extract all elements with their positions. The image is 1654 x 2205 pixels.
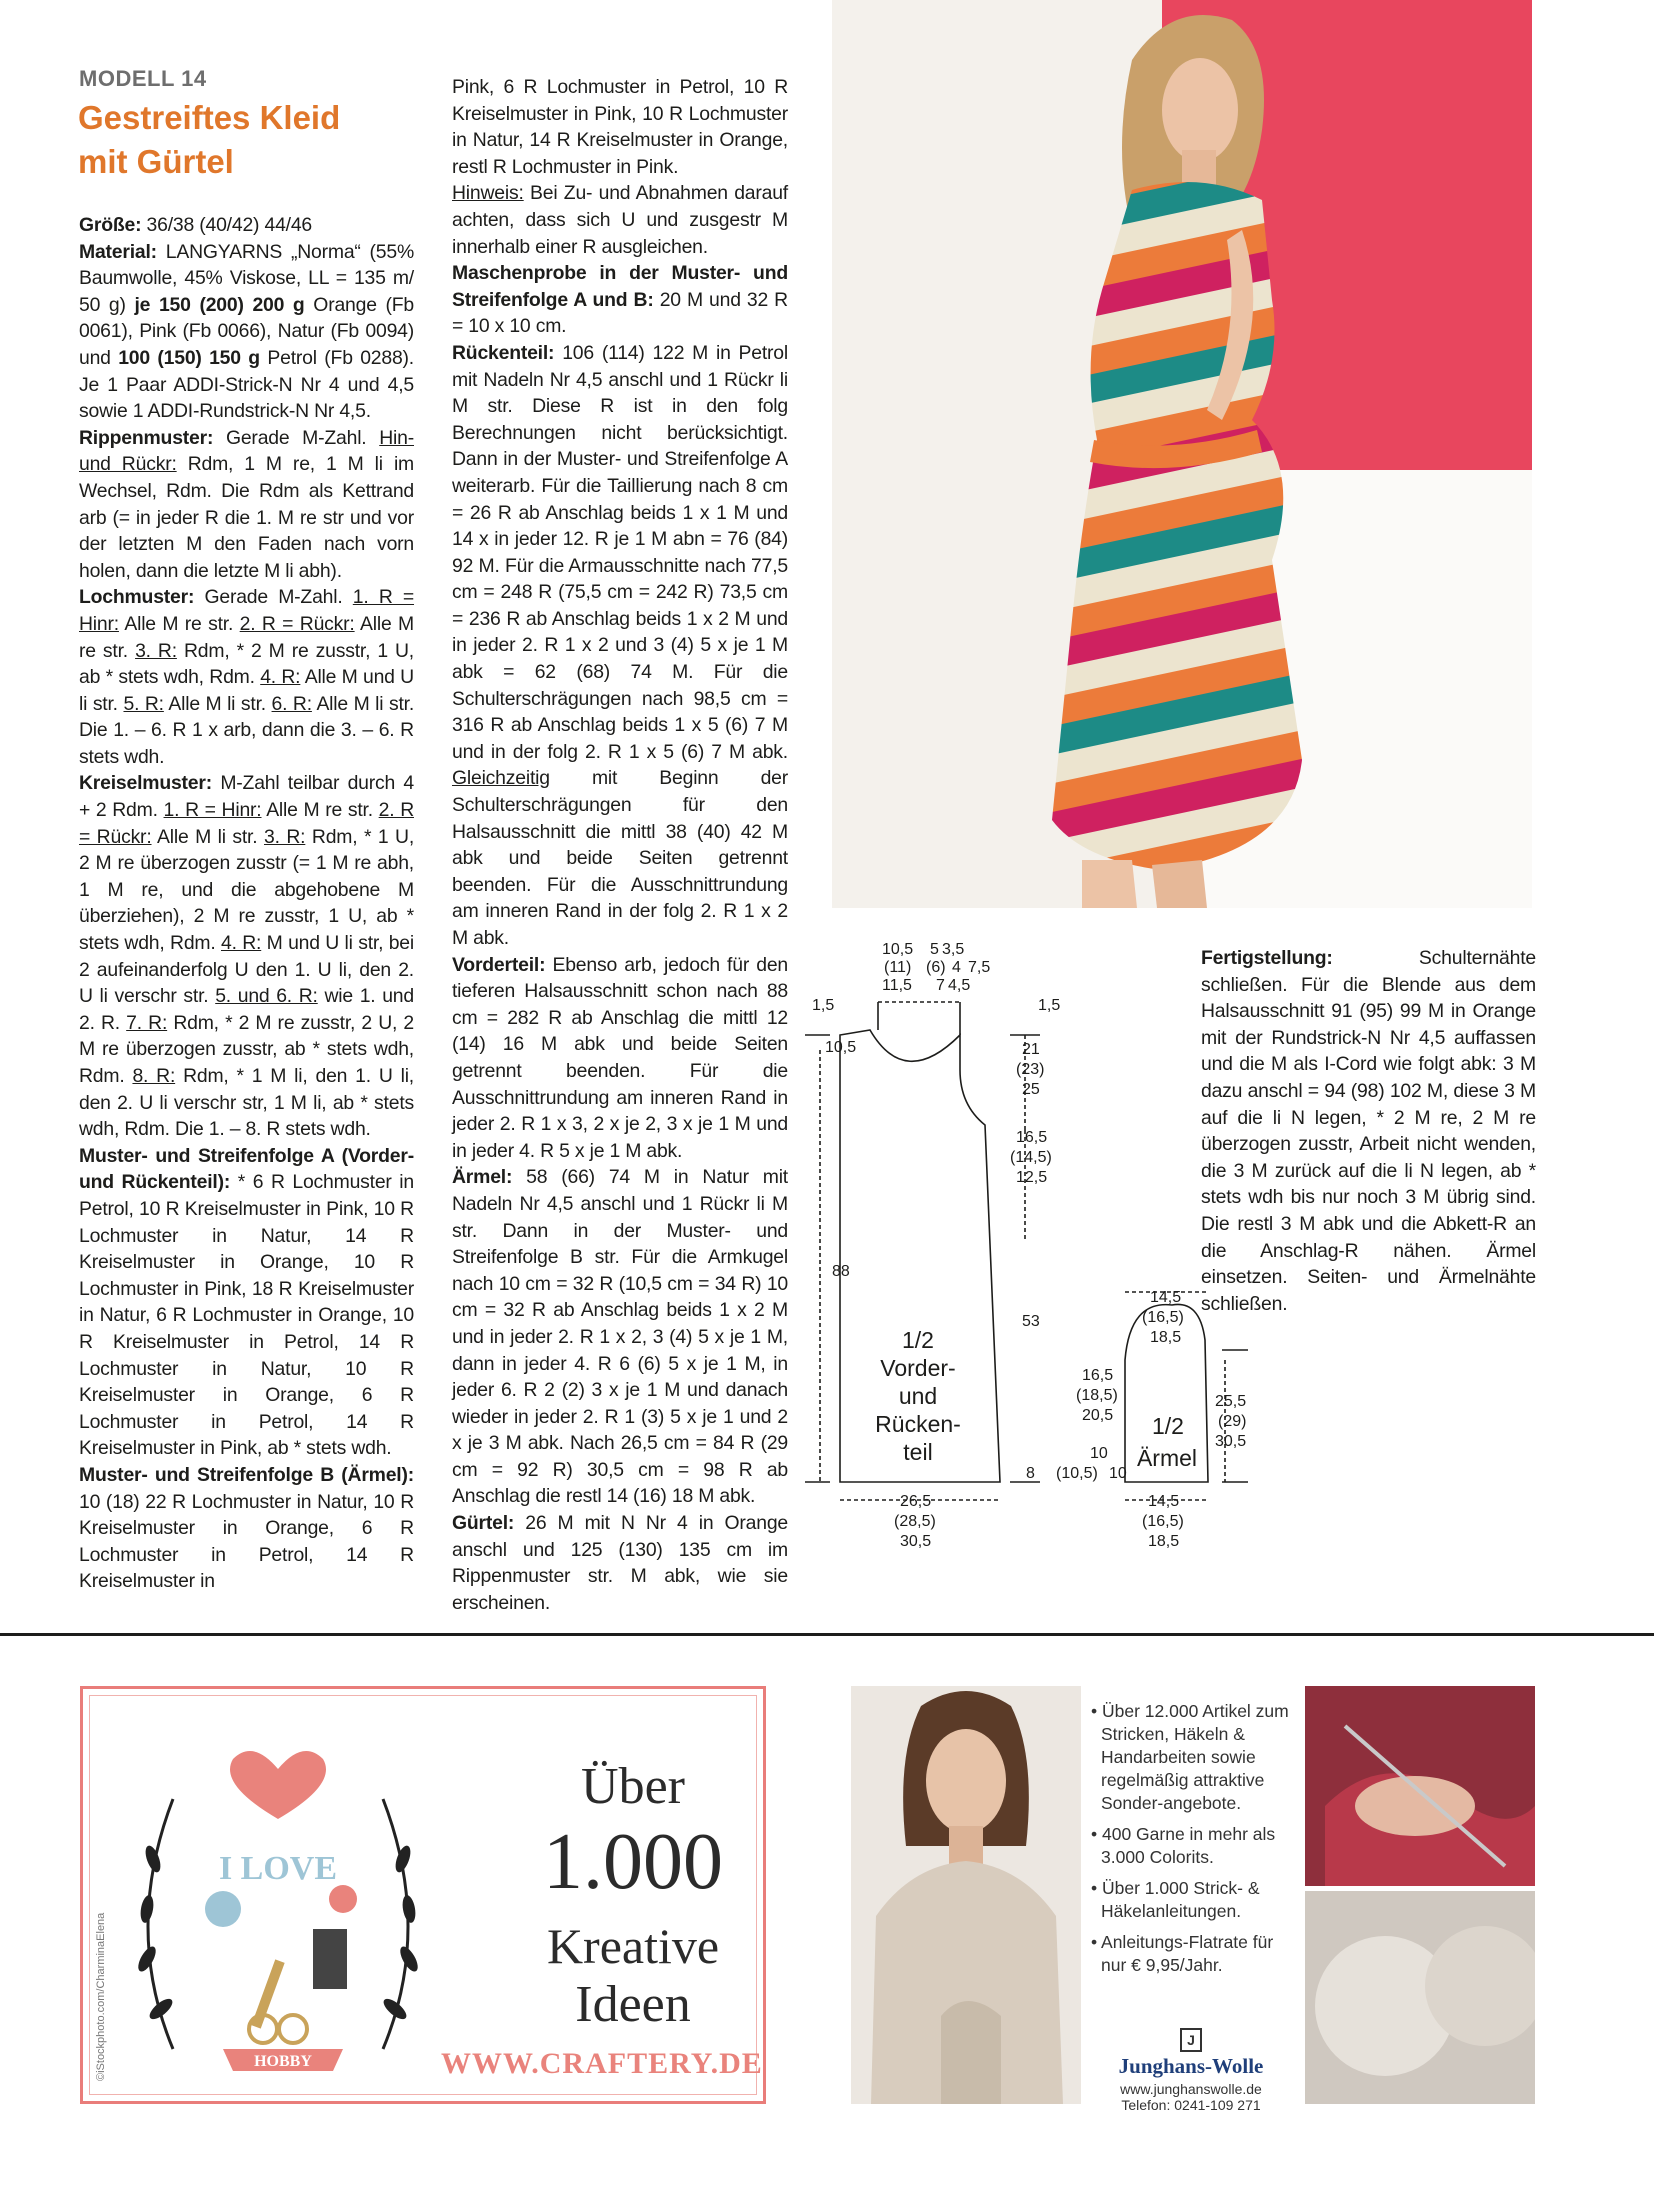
junghans-brand-name: Junghans-Wolle	[1118, 2054, 1264, 2078]
benefit-item-3: • Über 1.000 Strick- & Häkelanleitungen.	[1091, 1878, 1260, 1921]
col1-paragraph-1	[79, 212, 414, 239]
col2-p7-b: Gürtel:	[452, 1512, 515, 1535]
body-label-2: Vorder-	[880, 1355, 956, 1381]
col2-p4-t2: mit Beginn der Schulterschrägungen für den Halsausschnitt die mittl 38 (40) 42 M abk und beide Seiten getrennt beenden. Für die Ausschnittrundung am inneren Rand in der folg 2. R 1 x 2 M abk.	[452, 767, 788, 949]
dim-right-3: (23)	[1016, 1061, 1045, 1078]
col1-p5-t8: Rdm, * 1 M li, den 1. U li, den 2. U li verschr str, 1 M li, ab * stets wdh, Rdm. Die 1. – 8. R stets wdh.	[79, 1065, 414, 1141]
col1-p2-b: Material:	[79, 240, 157, 263]
col2-p3-t: 20 M und 32 R = 10 x 10 cm.	[452, 288, 788, 338]
col2-p7-t: 26 M mit N Nr 4 in Orange anschl und 125 (130) 135 cm im Rippenmuster str. M abk, wie sie erscheinen.	[452, 1512, 788, 1614]
col1-p3-b: Rippenmuster:	[79, 426, 214, 449]
col2-p2-t: Bei Zu- und Abnahmen darauf achten, dass sich U und zusgestr M innerhalb einer R ausgleichen.	[452, 182, 788, 258]
col1-p5-t: M-Zahl teilbar durch 4 + 2 Rdm.	[79, 772, 414, 822]
col1-p6-t: * 6 R Lochmuster in Petrol, 10 R Kreiselmuster in Pink, 10 R Lochmuster in Natur, 14 R Kreiselmuster in Orange, 10 R Lochmuster in Pink, 18 R Kreiselmuster in Natur, 6 R Lochmuster in Orange, 10 R Kreiselmuster in Petrol, 14 R Lochmuster in Natur, 10 R Kreiselmuster in Orange, 6 R Lochmuster in Petrol, 14 R Kreiselmuster in Pink, ab * stets wdh.	[79, 1171, 414, 1460]
col2-paragraph-5	[452, 952, 788, 1165]
dim-sleeve-top-3: 18,5	[1150, 1329, 1182, 1346]
dim-bottom-3: 30,5	[900, 1533, 932, 1550]
col1-p4-t: Gerade M-Zahl.	[194, 586, 353, 609]
col2-paragraph-3	[452, 260, 788, 340]
col1-paragraph-7	[79, 1462, 414, 1595]
col1-p5-u6: 7. R:	[126, 1011, 168, 1034]
col1-p4-t3: Alle M re str.	[79, 612, 414, 662]
col1-p5-u2: 2. R = Rückr:	[79, 799, 414, 848]
junghans-website-link[interactable]: www.junghanswolle.de	[1120, 2081, 1262, 2097]
col1-p4-t2: Alle M re str.	[118, 612, 240, 635]
col2-p1-t: Pink, 6 R Lochmuster in Petrol, 10 R Kreiselmuster in Pink, 10 R Lochmuster in Natur, 14 R Kreiselmuster in Orange, restl R Lochmuster in Pink.	[452, 76, 788, 178]
col1-p5-u4: 4. R:	[221, 932, 262, 955]
col1-p5-t7: Rdm, * 2 M re zusstr, 2 U, 2 M re überzogen zusstr, ab * stets wdh, Rdm.	[79, 1011, 414, 1087]
craftery-url-link[interactable]: WWW.CRAFTERY.DE	[441, 2047, 763, 2080]
col2-p4-u: Gleichzeitig	[452, 767, 550, 790]
junghans-benefits-list	[1091, 1700, 1291, 1985]
craftery-ad[interactable]	[80, 1686, 766, 2104]
col1-p5-t4: Rdm, * 1 U, 2 M re überzogen zusstr (= 1 M re abh, 1 M re, und die abgehobene M überziehen), 2 M re zusstr, 1 U, ab * stets wdh, Rdm.	[79, 825, 415, 955]
body-label-1: 1/2	[902, 1327, 934, 1353]
col1-p4-b: Lochmuster:	[79, 586, 195, 609]
dim-sleeve-low-3: 10	[1109, 1465, 1127, 1482]
benefit-item-4: • Anleitungs-Flatrate für nur € 9,95/Jahr.	[1091, 1932, 1274, 1975]
col2-paragraph-7	[452, 1510, 788, 1616]
dim-sleeve-bottom-3: 18,5	[1148, 1533, 1180, 1550]
col1-p4-t7: Alle M li str. Die 1. – 6. R 1 x arb, dann die 3. – 6. R stets wdh.	[79, 692, 415, 768]
col1-paragraph-5	[79, 770, 414, 1142]
dim-bottom-1: 26,5	[900, 1493, 932, 1510]
dim-sleeve-len-1: 25,5	[1215, 1393, 1247, 1410]
love-text: I LOVE	[218, 1850, 338, 1887]
col1-p5-u5: 5. und 6. R:	[215, 985, 318, 1008]
col2-paragraph-4	[452, 340, 788, 952]
col1-p2-b3: 100 (150) 150 g	[118, 346, 260, 369]
col2-paragraph-2	[452, 180, 788, 260]
col1-p7-b: Muster- und Streifenfolge B (Ärmel):	[79, 1463, 414, 1486]
dim-left-2: 10,5	[825, 1039, 857, 1056]
col1-p4-u2: 2. R = Rückr:	[239, 612, 355, 635]
col1-p4-u3: 3. R:	[135, 639, 177, 662]
col1-p2-t2: Orange (Fb 0061), Pink (Fb 0066), Natur (Fb 0094) und	[79, 293, 414, 369]
dim-sleeve-len-3: 30,5	[1215, 1433, 1247, 1450]
col1-p5-t2: Alle M re str.	[261, 799, 379, 822]
dim-sleeve-cap-3: 20,5	[1082, 1407, 1114, 1424]
dim-right-6: (14,5)	[1010, 1149, 1052, 1166]
dim-left-1: 1,5	[812, 997, 835, 1014]
dim-sleeve-top-2: (16,5)	[1142, 1309, 1184, 1326]
dim-right-7: 12,5	[1016, 1169, 1048, 1186]
junghans-logo-icon: J	[1180, 2028, 1202, 2052]
col1-p5-t3: Alle M li str.	[151, 825, 264, 848]
dim-right-1: 1,5	[1038, 997, 1061, 1014]
junghans-phone: Telefon: 0241-109 271	[1121, 2097, 1261, 2113]
dim-sleeve-bottom-1: 14,5	[1148, 1493, 1180, 1510]
col1-p4-t6: Alle M li str.	[163, 692, 272, 715]
dim-sleeve-cap-1: 16,5	[1082, 1367, 1114, 1384]
col2-paragraph-6	[452, 1164, 788, 1510]
knitting-photos	[1305, 1686, 1535, 2104]
col1-p5-u3: 3. R:	[264, 825, 306, 848]
col3-p1-t: Schulternähte schließen. Für die Blende aus dem Halsausschnitt 91 (95) 99 M in Orange mit der Rundstrick-N Nr 4,5 auffassen und die M als I-Cord wie folgt abk: 3 M dazu anschl = 94 (98) 102 M, diese 3 M auf die li N legen, * 2 M re, 2 M re überzogen zusstr, Arbeit nicht wenden, die 3 M zurück auf die li N legen, ab * stets wdh bis nur noch 3 M übrig sind. Die restl 3 M abk und die Abkett-R an die Anschlag-R nähen. Ärmel einsetzen. Seiten- und Ärmelnähte schließen.	[1201, 947, 1536, 1315]
page-title	[78, 96, 340, 184]
col1-p3-u: Hin- und Rückr:	[79, 426, 414, 476]
dim-right-2: 21	[1022, 1041, 1040, 1058]
col1-p4-u4: 4. R:	[260, 666, 301, 689]
dim-sleeve-low-2: (10,5)	[1056, 1465, 1098, 1482]
body-label-4: Rücken-	[875, 1411, 961, 1437]
col1-p5-t5: M und U li str, bei 2 aufeinanderfolg U den 1. U li, den 2. U li verschr str.	[79, 932, 414, 1008]
dim-top-3: 3,5	[942, 941, 965, 958]
model-photo	[832, 0, 1532, 908]
ad-line-1: Über	[581, 1758, 685, 1815]
dim-top-10: 4,5	[948, 977, 971, 994]
dim-top-9: 7	[936, 977, 945, 994]
col1-p2-b2: je 150 (200) 200 g	[134, 293, 305, 316]
instructions-column-1	[79, 212, 414, 1595]
col1-p4-t4: Rdm, * 2 M re zusstr, 1 U, ab * stets wdh, Rdm.	[79, 639, 414, 689]
sleeve-label-2: Ärmel	[1136, 1445, 1198, 1471]
col1-p4-t5: Alle M und U li str.	[79, 666, 414, 715]
sleeve-label-1: 1/2	[1152, 1413, 1184, 1439]
photo-credit: ©iStockphoto.com/CharminaElena	[95, 1912, 107, 2081]
hobby-illustration	[113, 1709, 443, 2079]
col1-p5-u: 1. R = Hinr:	[163, 799, 262, 822]
dim-sleeve-top-1: 14,5	[1150, 1289, 1182, 1306]
col1-p7-t: 10 (18) 22 R Lochmuster in Natur, 10 R Kreiselmuster in Orange, 6 R Lochmuster in Petrol, 14 R Kreiselmuster in	[79, 1490, 414, 1593]
dim-right-5: 16,5	[1016, 1129, 1048, 1146]
section-divider	[0, 1633, 1654, 1636]
benefit-item-2: • 400 Garne in mehr als 3.000 Colorits.	[1091, 1824, 1276, 1867]
dim-right-9: 8	[1026, 1465, 1035, 1482]
ad-line-3: Kreative	[546, 1918, 720, 1974]
dim-sleeve-cap-2: (18,5)	[1076, 1387, 1118, 1404]
dim-top-1: 10,5	[882, 941, 914, 958]
junghans-ad[interactable]	[851, 1686, 1535, 2113]
ad-line-2: 1.000	[543, 1818, 723, 1906]
col2-p6-b: Ärmel:	[452, 1166, 513, 1189]
dim-bottom-2: (28,5)	[894, 1513, 936, 1530]
dim-left-3: 88	[832, 1263, 850, 1280]
col2-p4-b: Rückenteil:	[452, 341, 555, 364]
dim-top-2: 5	[930, 941, 939, 958]
dim-top-8: 11,5	[882, 977, 912, 994]
col1-p4-u6: 6. R:	[271, 692, 312, 715]
col1-p5-b: Kreiselmuster:	[79, 772, 212, 795]
pattern-diagram	[800, 940, 1280, 1560]
junghans-brand-block	[1091, 2028, 1291, 2113]
col1-p1-b: Größe:	[79, 214, 142, 236]
col2-paragraph-1	[452, 74, 788, 180]
instructions-column-2	[452, 74, 788, 1616]
dim-sleeve-bottom-2: (16,5)	[1142, 1513, 1184, 1530]
col1-paragraph-3	[79, 425, 414, 585]
dim-top-7: 7,5	[968, 959, 991, 976]
col2-p5-b: Vorderteil:	[452, 953, 546, 976]
body-label-5: teil	[903, 1439, 933, 1465]
ad-line-4: Ideen	[575, 1976, 691, 2033]
title-line-1: Gestreiftes Kleid	[78, 99, 341, 136]
col1-p2-t3: Petrol (Fb 0288). Je 1 Paar ADDI-Strick-N Nr 4 und 4,5 sowie 1 ADDI-Rundstrick-N Nr 4,5.	[79, 346, 414, 423]
dim-top-6: 4	[952, 959, 961, 976]
benefit-item-1: • Über 12.000 Artikel zum Stricken, Häkeln & Handarbeiten sowie regelmäßig attraktive Sonder-angebote.	[1091, 1701, 1289, 1813]
col1-paragraph-2	[79, 239, 414, 425]
col2-p4-t: 106 (114) 122 M in Petrol mit Nadeln Nr 4,5 anschl und 1 Rückr li M str. Diese R ist in den folg Berechnungen nicht berücksichtigt. Dann in der Muster- und Streifenfolge A weiterarb. Für die Taillierung nach 8 cm = 26 R ab Anschlag beids 1 x 1 M und 14 x in jeder 12. R je 1 M abn = 76 (84) 92 M. Für die Armausschnitte nach 77,5 cm = 248 R (75,5 cm = 242 R) 73,5 cm = 236 R ab Anschlag beids 1 x 2 M und in jeder 2. R 1 x 2 und 3 (4) 5 x je 1 M abk = 62 (68) 74 M. Für die Schulterschrägungen nach 98,5 cm = 316 R ab Anschlag beids 1 x 5 (6) 7 M und in der folg 2. R 1 x 5 (6) 7 M abk.	[452, 341, 788, 763]
col1-paragraph-4	[79, 584, 414, 770]
col1-p2-t: LANGYARNS „Norma“ (55% Baumwolle, 45% Viskose, LL = 135 m/ 50 g)	[79, 240, 414, 316]
col1-p5-t6: wie 1. und 2. R.	[79, 985, 414, 1034]
dim-sleeve-len-2: (29)	[1218, 1413, 1247, 1430]
col1-paragraph-6	[79, 1143, 414, 1462]
dim-right-8: 53	[1022, 1313, 1040, 1330]
col1-p4-u5: 5. R:	[123, 692, 164, 715]
woman-sweater-photo	[851, 1686, 1081, 2104]
hobby-ribbon-text: HOBBY	[254, 2053, 312, 2070]
col3-p1-b: Fertigstellung:	[1201, 947, 1333, 969]
col1-p5-u7: 8. R:	[132, 1065, 176, 1087]
title-line-2: mit Gürtel	[78, 143, 234, 180]
col2-p5-t: Ebenso arb, jedoch für den tieferen Halsausschnitt schon nach 88 cm = 282 R ab Anschlag die mittl 12 (14) 16 M abk und beide Seiten getrennt beenden. Für die Ausschnittrundung am inneren Rand in jeder 2. R 1 x 3, 2 x je 2, 3 x je 1 M und in jeder 4. R 5 x je 1 M abk.	[452, 953, 788, 1162]
col2-p3-b: Maschenprobe in der Muster- und Streifenfolge A und B:	[452, 262, 788, 311]
col1-p3-t: Gerade M-Zahl.	[213, 426, 380, 449]
col1-p3-t2: Rdm, 1 M re, 1 M li im Wechsel, Rdm. Die Rdm als Kettrand arb (= in jeder R die 1. M re str und vor der letzten M den Faden nach vorn holen, dann die letzte M li abh).	[79, 453, 415, 582]
dim-right-4: 25	[1022, 1081, 1040, 1098]
col1-p1-t: 36/38 (40/42) 44/46	[141, 214, 313, 236]
body-label-3: und	[898, 1383, 938, 1409]
dim-top-4: (11)	[884, 959, 912, 976]
col2-p2-u: Hinweis:	[452, 182, 524, 205]
model-kicker: MODELL 14	[79, 66, 207, 91]
dim-sleeve-low-1: 10	[1090, 1445, 1108, 1462]
dim-top-5: (6)	[926, 959, 946, 976]
col1-p6-b: Muster- und Streifenfolge A (Vorder- und Rückenteil):	[79, 1144, 414, 1194]
col2-p6-t: 58 (66) 74 M in Natur mit Nadeln Nr 4,5 anschl und 1 Rückr li M str. Dann in der Muster- und Streifenfolge B str. Für die Armkugel nach 10 cm = 32 R (10,5 cm = 34 R) 10 cm = 32 R ab Anschlag beids 1 x 2 M und in jeder 2. R 1 x 2, 3 (4) 5 x je 1 M, dann in jeder 4. R 6 (6) 5 x je 1 M, in jeder 6. R 2 (2) 3 x je 1 M und danach wieder in jeder 2. R 1 (3) 5 x je 1 und 2 x je 3 M abk. Nach 26,5 cm = 84 R (29 cm = 92 R) 30,5 cm = 98 R ab Anschlag die restl 14 (16) 18 M abk.	[452, 1166, 788, 1508]
col1-p4-u: 1. R = Hinr:	[79, 586, 415, 635]
model-photo-illustration	[832, 0, 1532, 908]
